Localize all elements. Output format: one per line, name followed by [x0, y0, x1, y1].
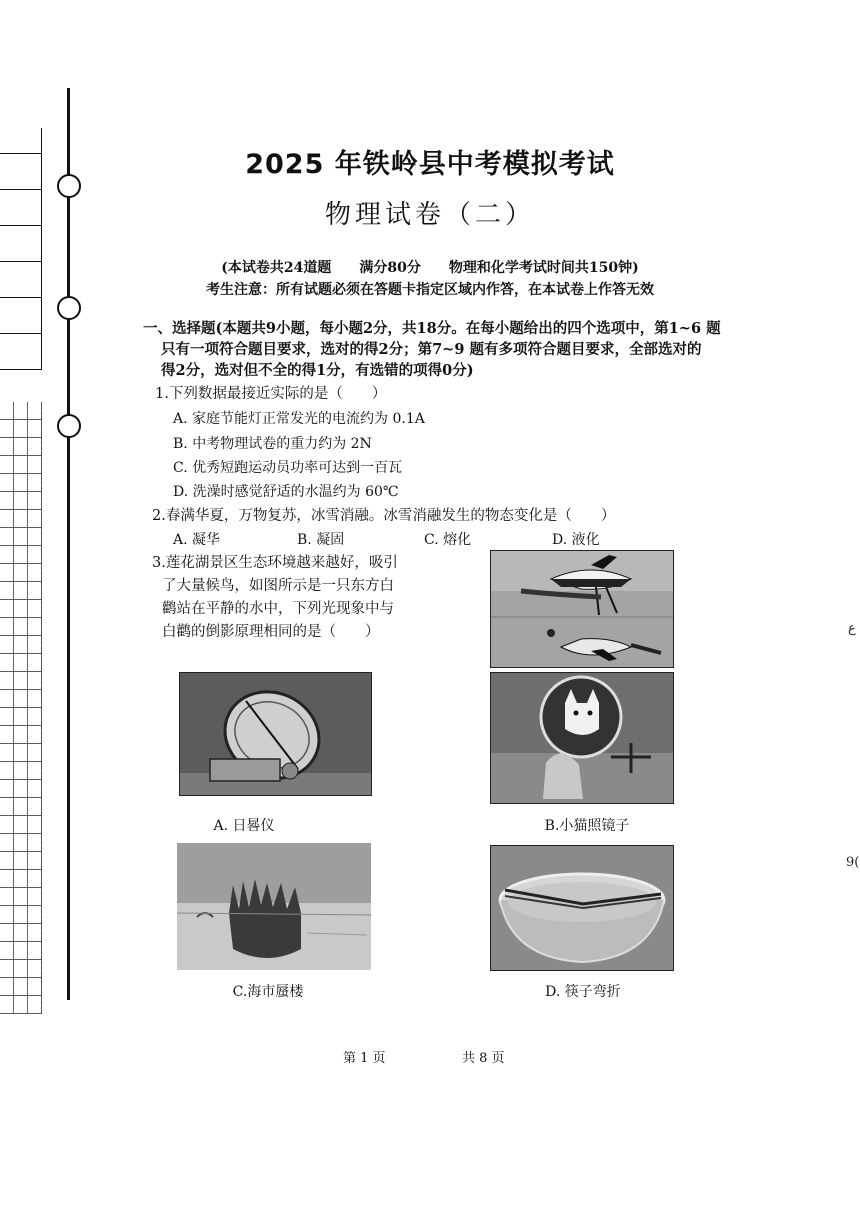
question-2-stem: 2.春满华夏，万物复苏，冰雪消融。冰雪消融发生的物态变化是（ ）	[152, 508, 616, 524]
question-3-line: 3.莲花湖景区生态环境越来越好，吸引	[152, 555, 398, 571]
exam-title: 2025 年铁岭县中考模拟考试	[245, 149, 615, 180]
paper-subtitle: 物理试卷（二）	[324, 200, 535, 230]
exam-notice: 考生注意：所有试题必须在答题卡指定区域内作答，在本试卷上作答无效	[206, 282, 654, 298]
question-3-line: 白鹳的倒影原理相同的是（ ）	[162, 624, 380, 640]
binding-hole	[57, 414, 81, 438]
sundial-photo	[179, 672, 372, 796]
stork-reflection-photo	[490, 550, 674, 668]
question-1-option: C. 优秀短跑运动员功率可达到一百瓦	[173, 460, 403, 476]
caption-c: C.海市蜃楼	[232, 984, 304, 1000]
question-1-stem: 1.下列数据最接近实际的是（ ）	[155, 386, 387, 402]
section-heading-line: 只有一项符合题目要求，选对的得2分；第7~9 题有多项符合题目要求，全部选对的	[161, 341, 702, 358]
edge-mark: 9(	[846, 855, 860, 870]
exam-info: (本试卷共24道题 满分80分 物理和化学考试时间共150钟)	[221, 260, 639, 276]
question-3-stem	[152, 552, 452, 644]
question-2-option: A. 凝华	[173, 532, 221, 548]
section-heading-line: 一、选择题(本题共9小题，每小题2分，共18分。在每小题给出的四个选项中，第1~6 题	[143, 320, 721, 337]
chopsticks-bowl-photo	[490, 845, 674, 971]
binding-hole	[57, 296, 81, 320]
caption-a: A. 日晷仪	[213, 818, 275, 834]
mirage-photo	[177, 843, 371, 970]
page-number: 第 1 页	[343, 1051, 386, 1066]
question-2-option: C. 熔化	[424, 532, 472, 548]
question-3-line: 鹳站在平静的水中，下列光现象中与	[162, 601, 394, 617]
total-pages: 共 8 页	[462, 1051, 505, 1066]
edge-mark: ع	[848, 621, 856, 636]
caption-b: B.小猫照镜子	[544, 818, 630, 834]
answer-grid	[0, 402, 42, 1014]
section-heading	[143, 318, 753, 381]
question-3-line: 了大量候鸟，如图所示是一只东方白	[162, 578, 394, 594]
question-2-option: D. 液化	[552, 532, 600, 548]
question-1-option: D. 洗澡时感觉舒适的水温约为 60℃	[173, 484, 399, 500]
caption-d: D. 筷子弯折	[545, 984, 621, 1000]
section-heading-line: 得2分，选对但不全的得1分，有选错的项得0分)	[161, 362, 474, 379]
question-1-option: B. 中考物理试卷的重力约为 2N	[173, 436, 372, 452]
question-2-option: B. 凝固	[297, 532, 345, 548]
question-1-option: A. 家庭节能灯正常发光的电流约为 0.1A	[173, 411, 425, 427]
cat-mirror-photo	[490, 672, 674, 804]
